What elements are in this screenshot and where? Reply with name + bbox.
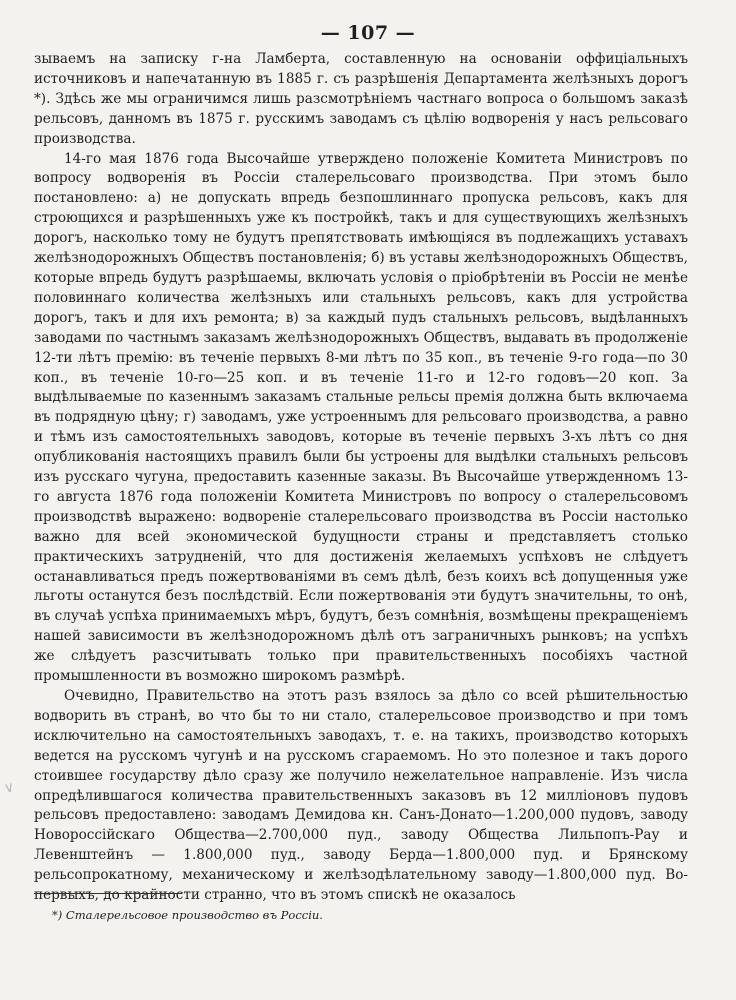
page-number: — 107 — xyxy=(320,22,416,44)
body-text xyxy=(34,50,688,906)
paragraph: зываемъ на записку г-на Ламберта, составленную на основаніи оффиціальныхъ источниковъ и напечатанную въ 1885 г. съ разрѣшенія Департамента желѣзныхъ дорогъ *). Здѣсь же мы ограничимся лишь разсмотрѣніемъ частнаго вопроса о большомъ заказѣ рельсовъ, данномъ въ 1875 г. русскимъ заводамъ съ цѣлію водворенія у насъ рельсоваго производства. xyxy=(34,51,688,147)
margin-pencil-mark: ∨ xyxy=(2,779,16,797)
footnote-divider xyxy=(34,893,182,894)
paragraph: Очевидно, Правительство на этотъ разъ взялось за дѣло со всей рѣшительностью водворить въ странѣ, во что бы то ни стало, сталерельсовое производство и при томъ исключительно на самостоятельныхъ заводахъ, т. е. на такихъ, производство которыхъ ведется на русскомъ чугунѣ и на русскомъ сгараемомъ. Но это полезное и такъ дорого стоившее государству дѣло сразу же получило нежелательное направленіе. Изъ числа опредѣлившагося количества правительственныхъ заказовъ въ 12 милліоновъ пудовъ рельсовъ предоставлено: заводамъ Демидова кн. Санъ-Донато—1.200,000 пудовъ, заводу Новороссійскаго Общества—2.700,000 пуд., заводу Общества Лильпопъ-Рау и Левенштейнъ — 1.800,000 пуд., заводу Берда—1.800,000 пуд. и Брянскому рельсопрокатному, механическому и желѣзодѣлательному заводу—1.800,000 пуд. Во-первыхъ, до крайности странно, что въ этомъ спискѣ не оказалось xyxy=(34,688,688,904)
paragraph: 14-го мая 1876 года Высочайше утверждено положеніе Комитета Министровъ по вопросу водворенія въ Россіи сталерельсоваго производства. При этомъ было постановлено: а) не допускать впредь безпошлиннаго пропуска рельсовъ, какъ для строющихся и разрѣшенныхъ уже къ постройкѣ, такъ и для существующихъ желѣзныхъ дорогъ, насколько тому не будутъ препятствовать имѣющіяся въ подлежащихъ уставахъ желѣзнодорожныхъ Обществъ постановленія; б) въ уставы желѣзнодорожныхъ Обществъ, которые впредь будутъ разрѣшаемы, включать условія о пріобрѣтеніи въ Россіи не менѣе половиннаго количества желѣзныхъ или стальныхъ рельсовъ, какъ для устройства дорогъ, такъ и для ихъ ремонта; в) за каждый пудъ стальныхъ рельсовъ, выдѣланныхъ заводами по частнымъ заказамъ желѣзнодорожныхъ Обществъ, выдавать въ продолженіе 12-ти лѣтъ премію: въ теченіе первыхъ 8-ми лѣтъ по 35 коп., въ теченіе 9-го года—по 30 коп., въ теченіе 10-го—25 коп. и въ теченіе 11-го и 12-го годовъ—20 коп. За выдѣлываемые по казеннымъ заказамъ стальные рельсы премія должна быть включаема въ подрядную цѣну; г) заводамъ, уже устроеннымъ для рельсоваго производства, а равно и тѣмъ изъ самостоятельныхъ заводовъ, которые въ теченіе первыхъ 3-хъ лѣтъ со дня опубликованія настоящихъ правилъ были бы устроены для выдѣлки стальныхъ рельсовъ изъ русскаго чугуна, предоставить казенные заказы. Въ Высочайше утвержденномъ 13-го августа 1876 года положеніи Комитета Министровъ по вопросу о сталерельсовомъ производствѣ выражено: водвореніе сталерельсоваго производства въ Россіи настолько важно для всей экономической будущности страны и представляетъ столько практическихъ затрудненій, что для достиженія желаемыхъ успѣховъ не слѣдуетъ останавливаться предъ пожертвованіями въ семъ дѣлѣ, безъ коихъ всѣ допущенныя уже льготы останутся безъ послѣдствій. Если пожертвованія эти будутъ значительны, то онѣ, въ случаѣ успѣха принимаемыхъ мѣръ, будутъ, безъ сомнѣнія, возмѣщены прекращеніемъ нашей зависимости въ желѣзнодорожномъ дѣлѣ отъ заграничныхъ рынковъ; на успѣхъ же слѣдуетъ разсчитывать только при правительственныхъ пособіяхъ частной промышленности въ возможно широкомъ размѣрѣ. xyxy=(34,150,688,685)
footnote: *) Сталерельсовое производство въ Россіи. xyxy=(52,908,323,922)
